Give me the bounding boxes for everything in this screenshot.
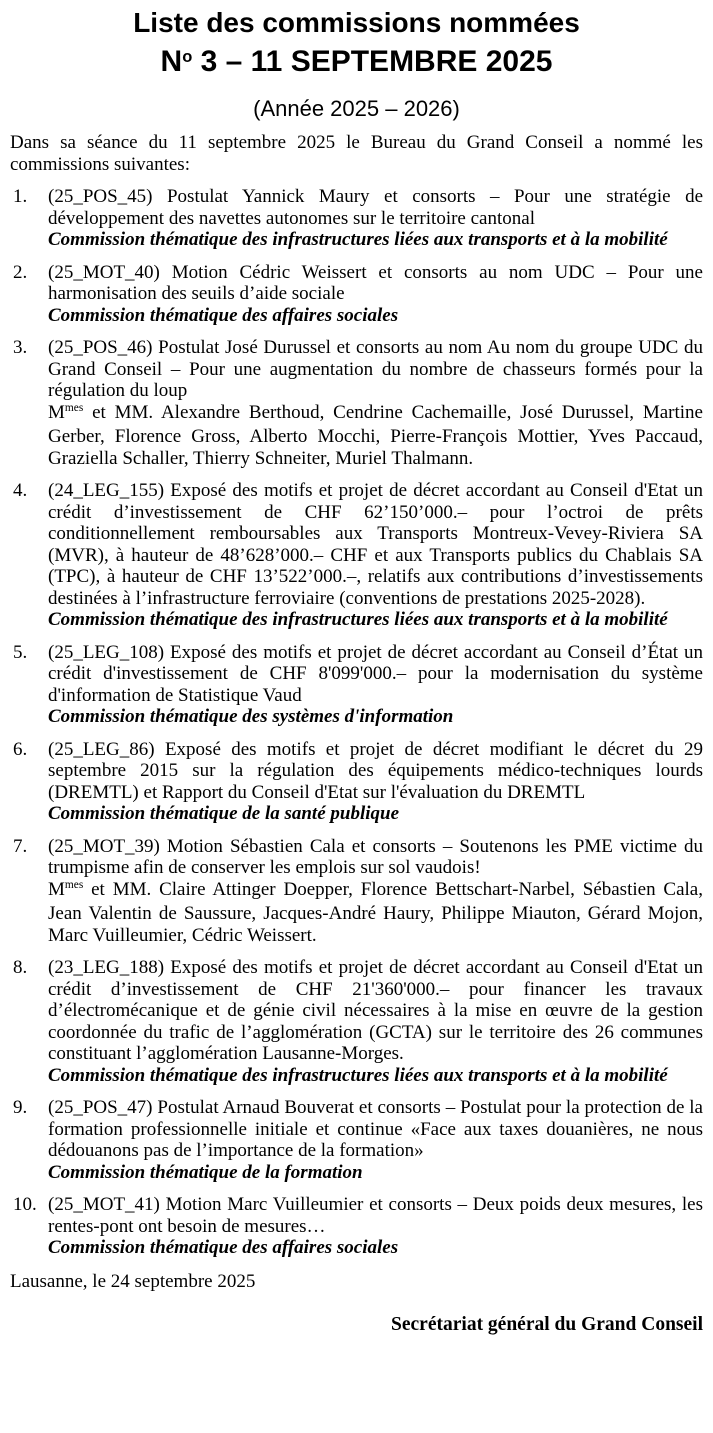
subtitle-prefix: N <box>160 45 183 78</box>
members-prefix: M <box>48 401 65 423</box>
item-number: 1. <box>13 186 28 207</box>
list-item <box>10 836 703 947</box>
item-text: (24_LEG_155) Exposé des motifs et projet de décret accordant au Conseil d'Etat un crédit d’investissement de CHF 62’150’000.– pour l’octroi de prêts conditionnellement remboursables aux Transports Montreux-Vevey-Riviera SA (MVR), à hauteur de 48’628’000.– CHF et aux Transports publics du Chablais SA (TPC), à hauteur de CHF 13’522’000.–, relatifs aux contributions d’investissements destinées à l’infrastructure ferroviaire (conventions de prestations 2025-2028). <box>48 480 703 609</box>
item-text: (25_MOT_40) Motion Cédric Weissert et consorts au nom UDC – Pour une harmonisation des seuils d’aide sociale <box>48 261 703 304</box>
item-number: 8. <box>13 957 28 978</box>
item-text: (25_POS_47) Postulat Arnaud Bouverat et consorts – Postulat pour la protection de la formation professionnelle initiale et continue «Face aux taxes douanières, ne nous dédouanons pas de l’importance de la formation» <box>48 1097 703 1161</box>
item-commission: Commission thématique des infrastructures liées aux transports et à la mobilité <box>48 609 668 630</box>
item-text: (25_POS_46) Postulat José Durussel et consorts au nom Au nom du groupe UDC du Grand Conseil – Pour une augmentation du nombre de chasseurs formés pour la régulation du loup <box>48 337 703 401</box>
item-number: 4. <box>13 480 28 501</box>
item-text: (25_LEG_108) Exposé des motifs et projet de décret accordant au Conseil d’État un crédit d'investissement de CHF 8'099'000.– pour la modernisation du système d'information de Statistique Vaud <box>48 641 703 706</box>
commission-list <box>10 186 703 1259</box>
members-superscript: mes <box>64 402 84 415</box>
members-superscript: mes <box>64 879 84 892</box>
item-commission: Commission thématique des affaires sociales <box>48 1237 399 1258</box>
page-title: Liste des commissions nommées <box>133 7 580 38</box>
item-number: 7. <box>13 835 28 857</box>
item-members <box>48 402 703 470</box>
list-item <box>10 1097 703 1183</box>
item-members <box>48 879 703 947</box>
list-item <box>10 957 703 1086</box>
item-commission: Commission thématique des infrastructures liées aux transports et à la mobilité <box>48 1064 668 1086</box>
page-subtitle <box>10 44 703 84</box>
subtitle-rest: 3 – 11 SEPTEMBRE 2025 <box>192 45 553 78</box>
item-text: (25_MOT_41) Motion Marc Vuilleumier et consorts – Deux poids deux mesures, les rentes-pont ont besoin de mesures… <box>48 1194 703 1237</box>
item-number: 6. <box>13 738 28 760</box>
item-number: 5. <box>13 641 28 663</box>
item-number: 9. <box>13 1097 28 1118</box>
item-number: 3. <box>13 337 28 358</box>
list-item <box>10 739 703 825</box>
members-prefix: M <box>48 878 65 900</box>
list-item <box>10 186 703 251</box>
item-commission: Commission thématique des infrastructures liées aux transports et à la mobilité <box>48 229 668 250</box>
list-item <box>10 642 703 728</box>
item-commission: Commission thématique de la santé publique <box>48 803 400 824</box>
list-item <box>10 262 703 327</box>
item-commission: Commission thématique des affaires sociales <box>48 304 399 326</box>
place-date: Lausanne, le 24 septembre 2025 <box>10 1270 256 1292</box>
item-text: (23_LEG_188) Exposé des motifs et projet de décret accordant au Conseil d'Etat un crédit d’investissement de CHF 21'360'000.– pour financer les travaux d’électromécanique et de génie civil nécessaires à la mise en œuvre de la gestion coordonnée du trafic de l’agglomération (GCTA) sur le territoire des 26 communes constituant l’agglomération Lausanne-Morges. <box>48 957 703 1064</box>
members-names: et MM. Claire Attinger Doepper, Florence Bettschart-Narbel, Sébastien Cala, Jean Valentin de Saussure, Jacques-André Haury, Philippe Miauton, Gérard Mojon, Marc Vuilleumier, Cédric Weissert. <box>48 878 703 946</box>
list-item <box>10 1194 703 1259</box>
year-line: (Année 2025 – 2026) <box>253 96 460 121</box>
list-item <box>10 337 703 469</box>
list-item <box>10 480 703 631</box>
subtitle-superscript: o <box>182 47 193 66</box>
item-text: (25_POS_45) Postulat Yannick Maury et consorts – Pour une stratégie de développement des navettes autonomes sur le territoire cantonal <box>48 186 703 229</box>
signature: Secrétariat général du Grand Conseil <box>391 1313 703 1335</box>
item-commission: Commission thématique de la formation <box>48 1161 363 1183</box>
item-text: (25_MOT_39) Motion Sébastien Cala et consorts – Soutenons les PME victime du trumpisme afin de conserver les emplois sur sol vaudois! <box>48 835 703 878</box>
item-number: 2. <box>13 261 28 283</box>
members-names: et MM. Alexandre Berthoud, Cendrine Cachemaille, José Durussel, Martine Gerber, Florence Gross, Alberto Mocchi, Pierre-François Mottier, Yves Paccaud, Graziella Schaller, Thierry Schneiter, Muriel Thalmann. <box>48 401 703 469</box>
intro-paragraph: Dans sa séance du 11 septembre 2025 le Bureau du Grand Conseil a nommé les commissions suivantes: <box>10 132 703 175</box>
item-number: 10. <box>13 1194 37 1215</box>
item-commission: Commission thématique des systèmes d'information <box>48 706 454 727</box>
item-text: (25_LEG_86) Exposé des motifs et projet de décret modifiant le décret du 29 septembre 2015 sur la régulation des équipements médico-techniques lourds (DREMTL) et Rapport du Conseil d'Etat sur l'évaluation du DREMTL <box>48 738 703 803</box>
